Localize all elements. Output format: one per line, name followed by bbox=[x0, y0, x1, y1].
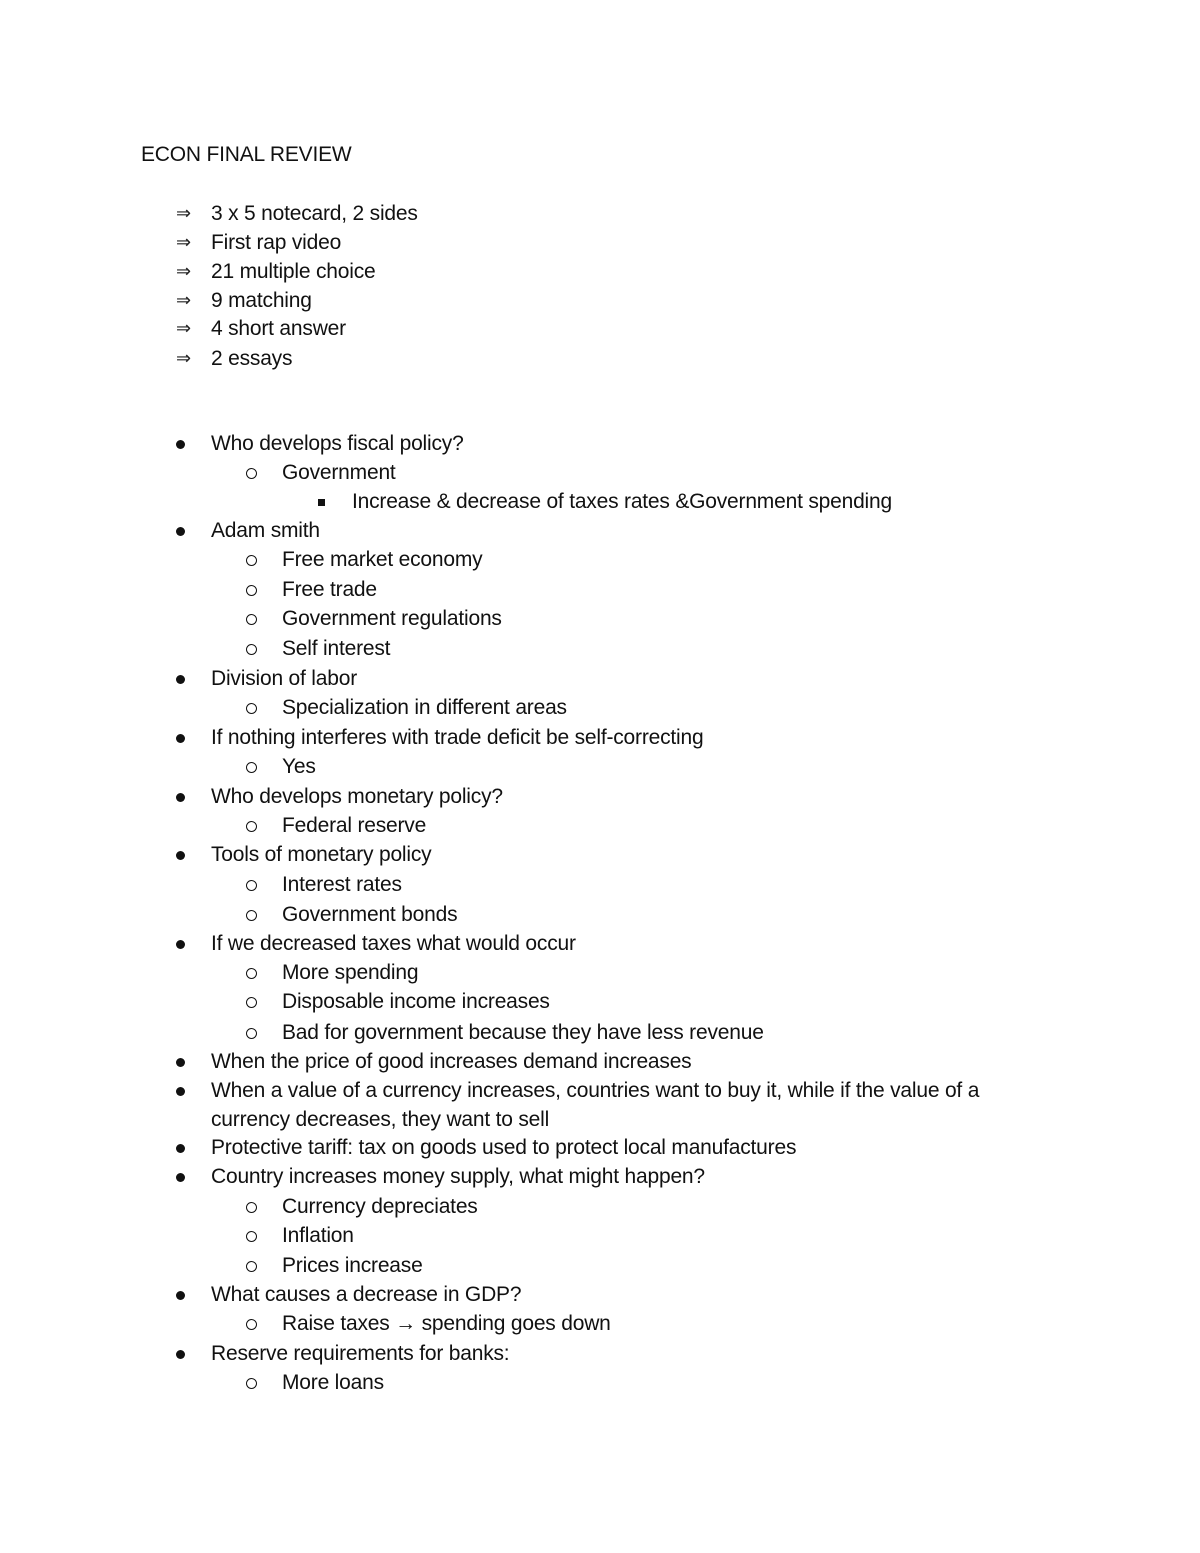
list-item: Tools of monetary policy bbox=[211, 843, 432, 866]
circle-bullet-icon bbox=[246, 821, 257, 832]
format-item: First rap video bbox=[211, 231, 342, 254]
list-item: When the price of good increases demand increases bbox=[211, 1050, 692, 1073]
bullet-icon bbox=[176, 527, 185, 536]
format-item: 9 matching bbox=[211, 289, 312, 312]
circle-bullet-icon bbox=[246, 762, 257, 773]
list-item: Yes bbox=[282, 755, 316, 778]
list-item: Government regulations bbox=[282, 607, 502, 630]
square-bullet-icon bbox=[318, 499, 325, 506]
arrow-icon: ⇒ bbox=[176, 232, 192, 252]
list-item: Bad for government because they have less revenue bbox=[282, 1021, 764, 1044]
list-item: Increase & decrease of taxes rates &Government spending bbox=[352, 490, 892, 513]
circle-bullet-icon bbox=[246, 997, 257, 1008]
list-item: More spending bbox=[282, 961, 419, 984]
circle-bullet-icon bbox=[246, 1202, 257, 1213]
list-item: If nothing interferes with trade deficit be self-correcting bbox=[211, 726, 704, 749]
list-item: Raise taxes → spending goes down bbox=[282, 1312, 611, 1335]
bullet-icon bbox=[176, 734, 185, 743]
bullet-icon bbox=[176, 1087, 185, 1096]
bullet-icon bbox=[176, 940, 185, 949]
list-item: What causes a decrease in GDP? bbox=[211, 1283, 522, 1306]
format-item: 4 short answer bbox=[211, 317, 346, 340]
format-item: 21 multiple choice bbox=[211, 260, 376, 283]
circle-bullet-icon bbox=[246, 614, 257, 625]
circle-bullet-icon bbox=[246, 555, 257, 566]
list-item: Division of labor bbox=[211, 667, 357, 690]
list-item: Self interest bbox=[282, 637, 391, 660]
list-item: More loans bbox=[282, 1371, 384, 1394]
list-item: Government bbox=[282, 461, 396, 484]
arrow-icon: ⇒ bbox=[176, 290, 192, 310]
list-item: Reserve requirements for banks: bbox=[211, 1342, 510, 1365]
circle-bullet-icon bbox=[246, 468, 257, 479]
bullet-icon bbox=[176, 1058, 185, 1067]
circle-bullet-icon bbox=[246, 585, 257, 596]
bullet-icon bbox=[176, 851, 185, 860]
list-item: Adam smith bbox=[211, 519, 320, 542]
list-item: Interest rates bbox=[282, 873, 402, 896]
circle-bullet-icon bbox=[246, 1028, 257, 1039]
bullet-icon bbox=[176, 440, 185, 449]
list-item: Protective tariff: tax on goods used to protect local manufactures bbox=[211, 1136, 797, 1159]
list-item: Federal reserve bbox=[282, 814, 427, 837]
list-item: Free trade bbox=[282, 578, 377, 601]
list-item: Free market economy bbox=[282, 548, 483, 571]
circle-bullet-icon bbox=[246, 968, 257, 979]
list-item: Who develops monetary policy? bbox=[211, 785, 503, 808]
bullet-icon bbox=[176, 675, 185, 684]
circle-bullet-icon bbox=[246, 1378, 257, 1389]
bullet-icon bbox=[176, 1291, 185, 1300]
circle-bullet-icon bbox=[246, 880, 257, 891]
bullet-icon bbox=[176, 1173, 185, 1182]
list-item: Currency depreciates bbox=[282, 1195, 478, 1218]
list-item: If we decreased taxes what would occur bbox=[211, 932, 576, 955]
circle-bullet-icon bbox=[246, 1231, 257, 1242]
arrow-icon: ⇒ bbox=[176, 348, 192, 368]
bullet-icon bbox=[176, 1144, 185, 1153]
document-title: ECON FINAL REVIEW bbox=[141, 143, 352, 166]
arrow-icon: ⇒ bbox=[176, 203, 192, 223]
list-item: Prices increase bbox=[282, 1254, 423, 1277]
circle-bullet-icon bbox=[246, 910, 257, 921]
list-item: Inflation bbox=[282, 1224, 354, 1247]
list-item: Disposable income increases bbox=[282, 990, 550, 1013]
list-item-continuation: currency decreases, they want to sell bbox=[211, 1108, 550, 1131]
list-item: Government bonds bbox=[282, 903, 458, 926]
circle-bullet-icon bbox=[246, 703, 257, 714]
list-item: Country increases money supply, what might happen? bbox=[211, 1165, 705, 1188]
list-item: Who develops fiscal policy? bbox=[211, 432, 464, 455]
bullet-icon bbox=[176, 1350, 185, 1359]
circle-bullet-icon bbox=[246, 1319, 257, 1330]
arrow-icon: ⇒ bbox=[176, 318, 192, 338]
format-item: 2 essays bbox=[211, 347, 293, 370]
bullet-icon bbox=[176, 793, 185, 802]
list-item: When a value of a currency increases, countries want to buy it, while if the value of a bbox=[211, 1079, 980, 1102]
list-item: Specialization in different areas bbox=[282, 696, 567, 719]
circle-bullet-icon bbox=[246, 644, 257, 655]
circle-bullet-icon bbox=[246, 1261, 257, 1272]
arrow-icon: ⇒ bbox=[176, 261, 192, 281]
format-item: 3 x 5 notecard, 2 sides bbox=[211, 202, 418, 225]
